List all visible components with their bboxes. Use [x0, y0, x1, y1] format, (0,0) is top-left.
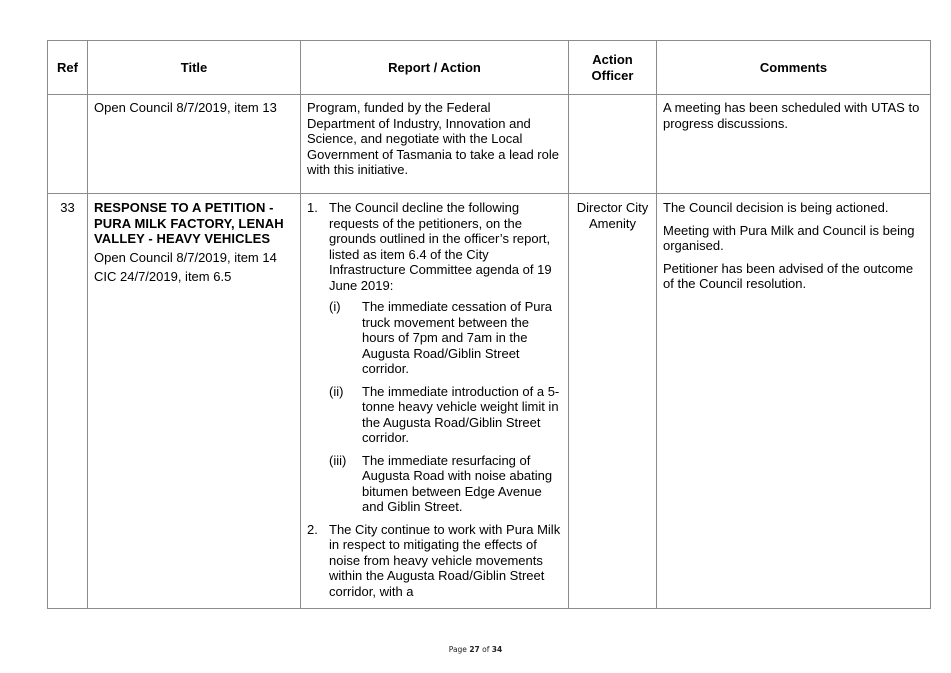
comment-text: Meeting with Pura Milk and Council is being organised. — [663, 222, 915, 253]
sub-item — [329, 299, 562, 377]
header-action-officer: Action Officer — [569, 41, 657, 95]
page-label: Page — [448, 645, 467, 654]
report-text: Program, funded by the Federal Department of Industry, Innovation and Science, and negotiate with the Local Government of Tasmania to take a lead role with this initiative. — [307, 100, 559, 177]
ref-cell: 33 — [48, 194, 88, 609]
item-text: The Council decline the following requests of the petitioners, on the grounds outlined in the officer’s report, listed as item 6.4 of the City Infrastructure Committee agenda of 19 June 2019: — [329, 200, 552, 293]
report-cell — [301, 95, 569, 194]
comments-cell — [657, 95, 931, 194]
sub-item-text: The immediate introduction of a 5-tonne heavy vehicle weight limit in the Augusta Road/Giblin Street corridor. — [362, 383, 560, 445]
table-row — [48, 194, 931, 609]
header-report-action: Report / Action — [301, 41, 569, 95]
ref-cell — [48, 95, 88, 194]
comment-text: Petitioner has been advised of the outcome of the Council resolution. — [663, 260, 914, 291]
title-cell — [88, 194, 301, 609]
header-row — [48, 41, 931, 95]
header-title: Title — [88, 41, 301, 95]
sub-item-number: (i) — [329, 299, 341, 314]
page-footer — [0, 645, 951, 654]
resolution-item — [307, 200, 562, 515]
meeting-reference: Open Council 8/7/2019, item 14 — [94, 249, 277, 265]
item-text: The City continue to work with Pura Milk in respect to mitigating the effects of noise from heavy vehicle movements within the Augusta Road/Giblin Street corridor, with a — [329, 521, 561, 599]
sub-list — [329, 299, 562, 515]
report-cell — [301, 194, 569, 609]
page-current: 27 — [469, 645, 480, 654]
page-of: of — [482, 645, 490, 654]
header-comments: Comments — [657, 41, 931, 95]
sub-item-text: The immediate cessation of Pura truck movement between the hours of 7pm and 7am in the Augusta Road/Giblin Street corridor. — [362, 299, 553, 376]
comment-text: A meeting has been scheduled with UTAS to progress discussions. — [663, 100, 920, 131]
resolution-list — [307, 200, 562, 599]
item-number: 1. — [307, 200, 318, 215]
officer-cell: Director City Amenity — [569, 194, 657, 609]
action-table — [47, 40, 931, 609]
item-number: 2. — [307, 521, 318, 537]
meeting-reference: CIC 24/7/2019, item 6.5 — [94, 269, 232, 284]
meeting-reference: Open Council 8/7/2019, item 13 — [94, 100, 277, 115]
page-total: 34 — [491, 645, 503, 654]
sub-item — [329, 453, 562, 515]
comments-cell — [657, 194, 931, 609]
resolution-item — [307, 522, 562, 600]
sub-item-number: (iii) — [329, 452, 347, 468]
header-ref: Ref — [48, 41, 88, 95]
title-cell — [88, 95, 301, 194]
table-row — [48, 95, 931, 194]
comment-text: The Council decision is being actioned. — [663, 200, 889, 215]
sub-item-text: The immediate resurfacing of Augusta Road with noise abating bitumen between Edge Avenue and Giblin Street. — [362, 452, 553, 514]
item-title: RESPONSE TO A PETITION - PURA MILK FACTORY, LENAH VALLEY - HEAVY VEHICLES — [94, 200, 284, 246]
sub-item — [329, 384, 562, 446]
officer-cell — [569, 95, 657, 194]
sub-item-number: (ii) — [329, 383, 344, 399]
